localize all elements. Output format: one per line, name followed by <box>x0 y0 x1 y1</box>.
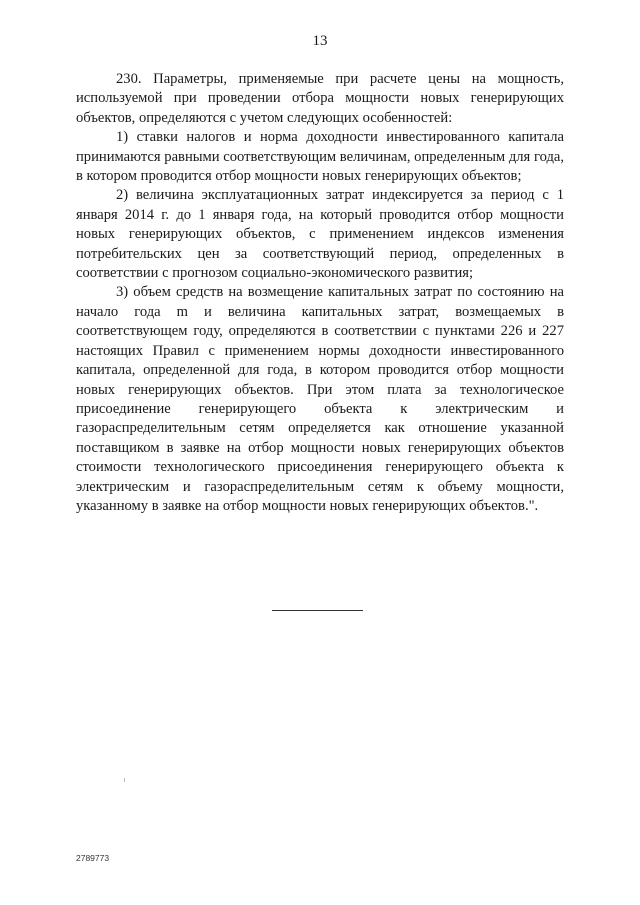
page-number: 13 <box>312 33 328 49</box>
document-id: 2789773 <box>76 853 110 863</box>
section-separator-line <box>272 610 363 611</box>
paragraph-230: 230. Параметры, применяемые при расчете цены на мощность, используемой при проведении отбора мощности новых генерирующих объектов, определяются с учетом следующих особенностей: <box>76 71 564 126</box>
paragraph-item-3: 3) объем средств на возмещение капитальных затрат по состоянию на начало года m и величина капитальных затрат, возмещаемых в соответствующем году, определяются в соответствии с пунктами 226 и 227 настоящих Правил с применением нормы доходности инвестированного капитала, определенной для года, в котором проводится отбор мощности новых генерирующих объектов. При этом плата за технологическое присоединение генерирующего объекта к электрическим и газораспределительным сетям определяется как отношение указанной поставщиком в заявке на отбор мощности новых генерирующих объектов стоимости технологического присоединения генерирующего объекта к электрическим и газораспределительным сетям к объему мощности, указанному в заявке на отбор мощности новых генерирующих объектов.". <box>76 284 564 514</box>
document-body <box>76 70 564 516</box>
paragraph-item-2: 2) величина эксплуатационных затрат индексируется за период с 1 января 2014 г. до 1 января года, на который проводится отбор мощности новых генерирующих объектов, с применением индексов изменения потребительских цен за соответствующий период, определенных в соответствии с прогнозом социально-экономического развития; <box>76 187 564 282</box>
paragraph-item-1: 1) ставки налогов и норма доходности инвестированного капитала принимаются равными соответствующим величинам, определенным для года, в котором проводится отбор мощности новых генерирующих объектов; <box>76 129 564 185</box>
scan-artifact-mark <box>124 778 125 782</box>
